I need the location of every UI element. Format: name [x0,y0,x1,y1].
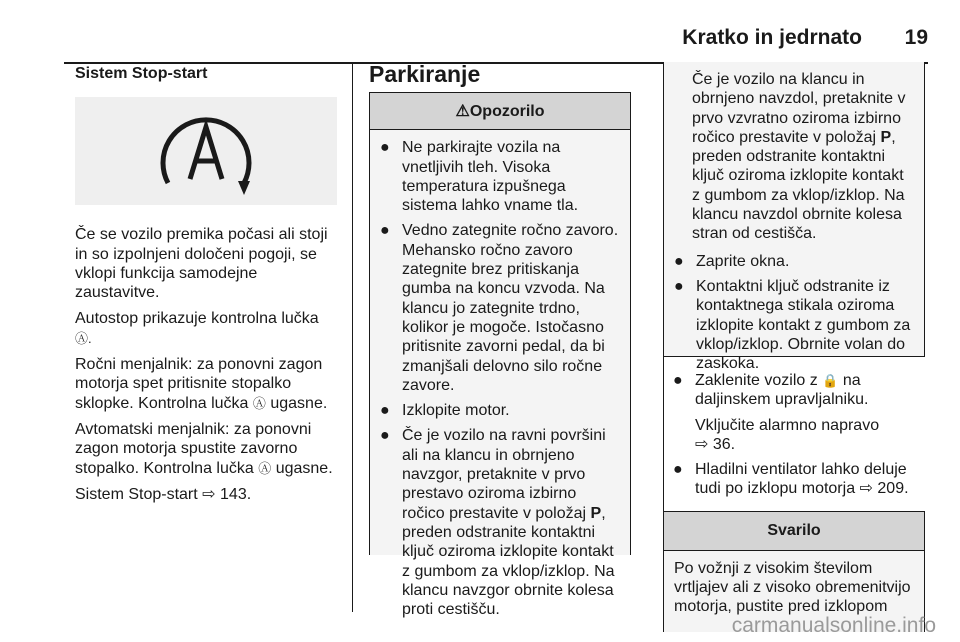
section-heading-parking: Parkiranje [369,61,481,87]
bullet-icon: ● [380,222,390,240]
autostop-a-icon: Ⓐ. [75,330,92,346]
list-item [673,460,925,499]
section-heading-stop-start: Sistem Stop-start [75,65,208,82]
page-ref-link[interactable]: 209. [877,480,909,498]
list-item-text: Izklopite motor. [402,402,510,420]
page-ref-arrow-icon: ⇨ [859,480,873,498]
hazard-paragraph [695,416,925,455]
lock-icon: 🔒 [822,373,839,388]
bullet-icon: ● [380,427,390,445]
bullet-icon: ● [380,139,390,157]
downhill-text-cont: , preden odstranite kontaktni ključ oziroma izklopite kontakt z gumbom za vklop/izklop. Na klancu navzdol obrnite kolesa stran od cestišča. [692,128,905,243]
bullet-icon: ● [380,402,390,420]
parking-steps [663,357,925,499]
list-item [674,252,914,271]
page-number: 19 [904,26,928,49]
paragraph-automatic-transmission [75,420,343,478]
paragraph-autostop-intro: Če se vozilo premika počasi ali stoji in so izpolnjeni določeni pogoji, se vklopi funkcija samodejne zaustavitve. [75,226,328,302]
list-item [380,221,620,395]
list-item-text: Če je vozilo na ravni površini ali na klancu in obrnjeno navzgor, pretaknite v prvo prestavo oziroma izbirno ročico prestavite v položaj [402,427,606,522]
downhill-text: Če je vozilo na klancu in obrnjeno navzdol, pretaknite v prvo vzvratno oziroma izbirno ročico prestavite v položaj [692,71,906,146]
autostop-a-icon: Ⓐ [252,395,266,411]
warning-box [369,92,631,619]
warning-box-header [370,93,630,130]
list-item-text: Vedno zategnite ročno zavoro. Mehansko ročno zavoro zategnite brez pritiskanja gumba na koncu vzvoda. Na klancu jo zategnite trdno, kolikor je mogoče. Istočasno pritisnite zavorni pedal, da bi zmanjšali delovno silo ročne zavore. [402,222,619,394]
paragraph-autostop-indicator [75,309,343,348]
bullet-icon: ● [673,372,683,389]
caution-title: Svarilo [767,522,821,540]
running-header-title: Kratko in jedrnato [682,26,862,49]
list-item [673,371,925,410]
list-item-text: Ne parkirajte vozila na vnetljivih tleh. Visoka temperatura izpušnega sistema lahko vname tla. [402,139,579,215]
automatic-transmission-suffix: ugasne. [275,459,333,477]
warning-box-continued-body [664,62,924,385]
warning-box-continued [663,62,925,373]
auto-stop-a-icon [146,101,266,201]
list-item [380,426,620,619]
lock-text-cont: na daljinskem upravljalniku. [695,372,869,409]
stop-start-ref-text: Sistem Stop-start [75,485,198,503]
right-column [663,62,925,632]
caution-box-body [664,551,924,623]
gear-position-p: P [590,504,602,522]
autostop-indicator-text: Autostop prikazuje kontrolna lučka [75,310,319,328]
middle-column [369,61,631,619]
list-item [674,277,914,373]
bullet-icon: ● [674,252,684,270]
automatic-transmission-text: Avtomatski menjalnik: za ponovni zagon motorja spustite zavorno stopalko. Kontrolna lučka [75,420,312,477]
left-column [75,62,343,511]
stop-start-figure [75,97,337,205]
warning-continued-paragraph [692,70,914,244]
list-item [380,138,620,215]
warning-box-body [370,130,630,631]
bullet-icon: ● [674,277,684,295]
manual-transmission-text: Ročni menjalnik: za ponovni zagon motorja spet pritisnite stopalko sklopke. Kontrolna lučka [75,356,323,412]
paragraph-stop-start-ref [75,485,343,504]
caution-text: Po vožnji z visokim številom vrtljajev ali z visoko obremenitvijo motorja, pustite pred izklopom [674,559,911,616]
warning-triangle-icon: ⚠ [455,102,470,120]
column-divider-left [352,62,353,612]
page-ref-link[interactable]: 36. [712,435,736,453]
list-item-text: Zaprite okna. [696,252,790,270]
gear-position-p: P [880,128,892,146]
autostop-a-icon: Ⓐ [258,460,272,476]
bullet-icon: ● [673,461,683,479]
watermark: carmanualsonline.info [731,614,936,637]
page-ref-arrow-icon: ⇨ [695,435,709,453]
caution-box-header [664,512,924,551]
warning-title: Opozorilo [469,102,545,120]
list-item-text-cont: , preden odstranite kontaktni ključ oziroma izklopite kontakt z gumbom za vklop/izklop. Na klancu navzgor obrnite kolesa proti cestišču. [402,504,615,619]
page-ref-arrow-icon: ⇨ [202,485,216,503]
hazard-text: Vključite alarmno napravo [695,416,880,434]
page-ref-link[interactable]: 143. [220,485,252,503]
fan-text: Hladilni ventilator lahko deluje tudi po izklopu motorja [695,461,907,498]
manual-transmission-suffix: ugasne. [270,394,328,412]
paragraph-manual-transmission [75,355,343,413]
page-header [0,22,960,62]
list-item-text: Kontaktni ključ odstranite iz kontaktnega stikala oziroma izklopite kontakt z gumbom za vklop/izklop. Obrnite volan do zaskoka. [696,277,911,373]
lock-text: Zaklenite vozilo z [695,372,818,389]
list-item [380,401,620,420]
